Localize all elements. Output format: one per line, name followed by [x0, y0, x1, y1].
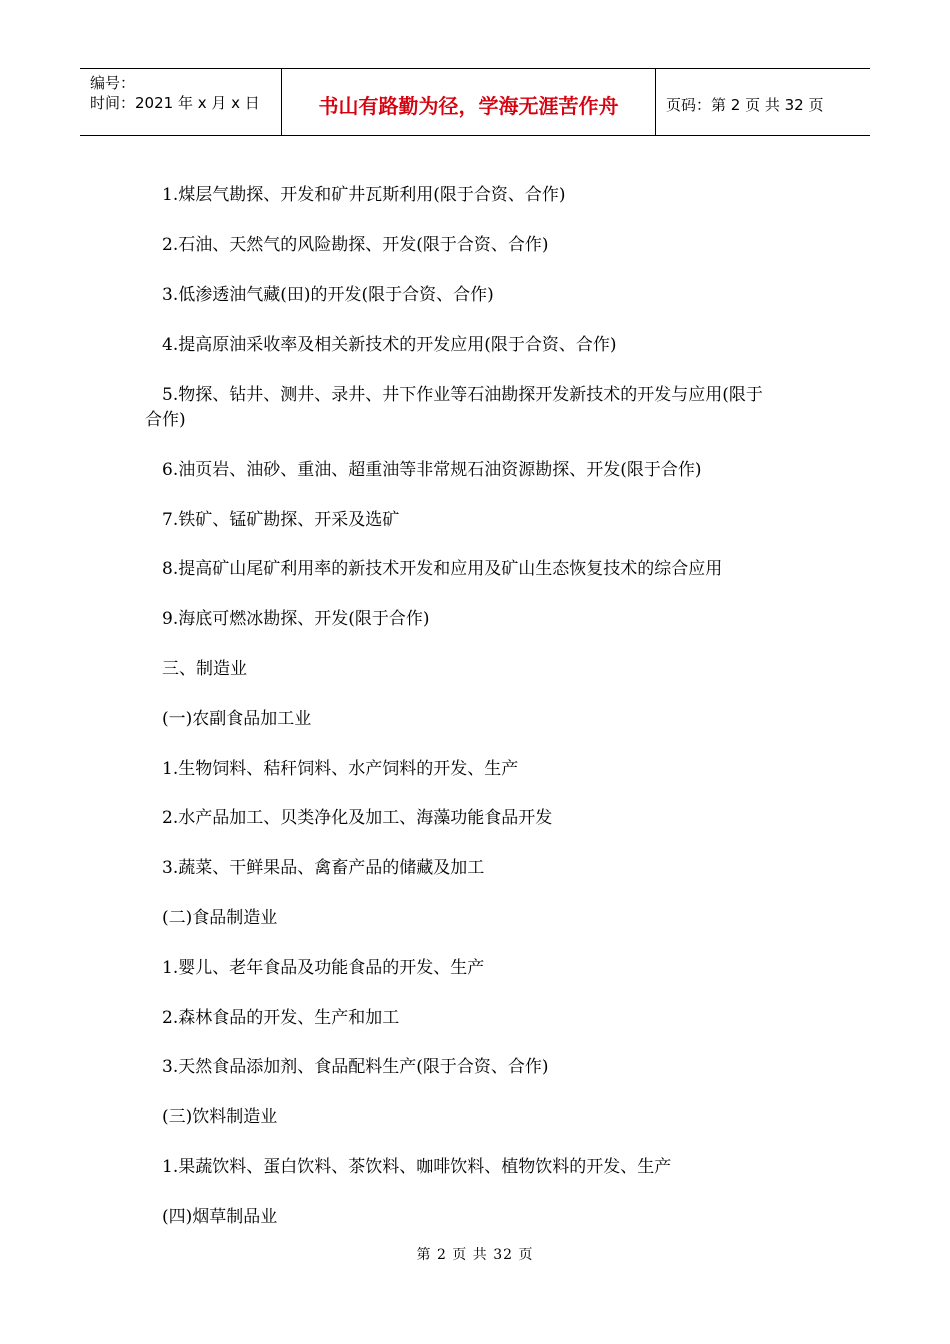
list-item: 2.石油、天然气的风险勘探、开发(限于合资、合作) [162, 235, 549, 255]
list-item: 2.森林食品的开发、生产和加工 [162, 1008, 400, 1028]
list-item: 4.提高原油采收率及相关新技术的开发应用(限于合资、合作) [162, 335, 617, 355]
time-label: 时间：2021 年 x 月 x 日 [90, 94, 260, 112]
list-item: 1.煤层气勘探、开发和矿井瓦斯利用(限于合资、合作) [162, 185, 566, 205]
section-heading: 三、制造业 [162, 659, 247, 679]
list-item: 7.铁矿、锰矿勘探、开采及选矿 [162, 510, 400, 530]
list-item: 1.婴儿、老年食品及功能食品的开发、生产 [162, 958, 485, 978]
list-item: 5.物探、钻井、测井、录井、井下作业等石油勘探开发新技术的开发与应用(限于 [162, 385, 763, 405]
list-item: 6.油页岩、油砂、重油、超重油等非常规石油资源勘探、开发(限于合作) [162, 460, 702, 480]
subsection-heading: (二)食品制造业 [162, 908, 278, 928]
list-item: 3.天然食品添加剂、食品配料生产(限于合资、合作) [162, 1057, 549, 1077]
subsection-heading: (三)饮料制造业 [162, 1107, 278, 1127]
list-item: 3.低渗透油气藏(田)的开发(限于合资、合作) [162, 285, 494, 305]
list-item: 9.海底可燃冰勘探、开发(限于合作) [162, 609, 430, 629]
list-item: 1.果蔬饮料、蛋白饮料、茶饮料、咖啡饮料、植物饮料的开发、生产 [162, 1157, 672, 1177]
list-item: 2.水产品加工、贝类净化及加工、海藻功能食品开发 [162, 808, 553, 828]
header-meta [80, 69, 282, 135]
header-page-info: 页码：第 2 页 共 32 页 [666, 95, 824, 114]
page-footer: 第 2 页 共 32 页 [416, 1247, 534, 1263]
list-item: 1.生物饲料、秸秆饲料、水产饲料的开发、生产 [162, 759, 519, 779]
subsection-heading: (一)农副食品加工业 [162, 709, 312, 729]
list-item: 8.提高矿山尾矿利用率的新技术开发和应用及矿山生态恢复技术的综合应用 [162, 559, 723, 579]
header-motto: 书山有路勤为径，学海无涯苦作舟 [282, 69, 656, 135]
number-label: 编号： [90, 74, 136, 92]
page-header [80, 68, 870, 136]
list-item: 3.蔬菜、干鲜果品、禽畜产品的储藏及加工 [162, 858, 485, 878]
subsection-heading: (四)烟草制品业 [162, 1207, 278, 1227]
list-item-continuation: 合作) [145, 410, 186, 430]
